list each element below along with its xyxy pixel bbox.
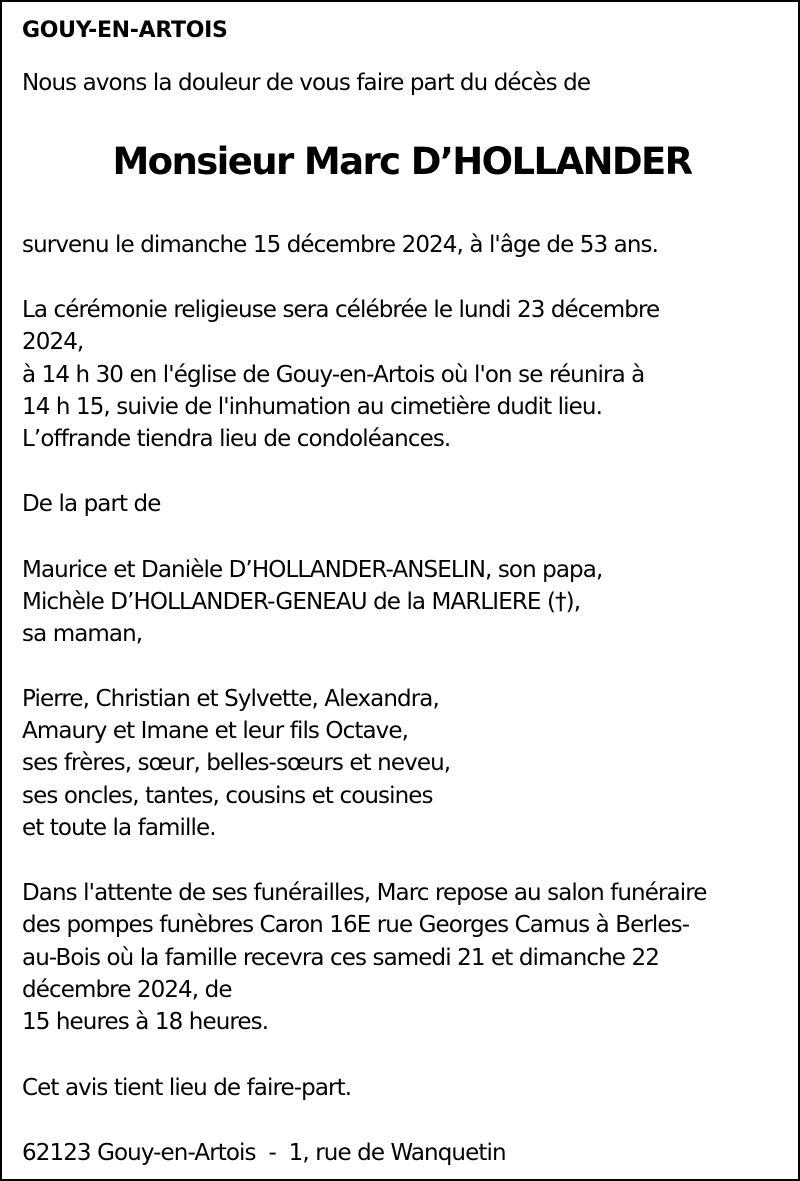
parents-line: Maurice et Danièle D’HOLLANDER-ANSELIN, son papa, (22, 557, 603, 583)
parents-line: sa maman, (22, 621, 143, 647)
visitation-line: au-Bois où la famille recevra ces samedi 21 et dimanche 22 (22, 945, 659, 971)
ceremony-line: 14 h 15, suivie de l'inhumation au cimetière dudit lieu. (22, 394, 602, 420)
ceremony-line: La cérémonie religieuse sera célébrée le lundi 23 décembre (22, 297, 660, 323)
visitation-line: Dans l'attente de ses funérailles, Marc repose au salon funéraire (22, 880, 707, 906)
visitation-line: décembre 2024, de (22, 977, 232, 1003)
intro-text: Nous avons la douleur de vous faire part du décès de (22, 70, 591, 96)
family-line: ses oncles, tantes, cousins et cousines (22, 783, 433, 809)
from-label: De la part de (22, 491, 161, 517)
family-line: Amaury et Imane et leur fils Octave, (22, 718, 409, 744)
visitation-line: des pompes funèbres Caron 16E rue Georges Camus à Berles- (22, 912, 690, 938)
ceremony-line: 2024, (22, 329, 84, 355)
ceremony-line: à 14 h 30 en l'église de Gouy-en-Artois où l'on se réunira à (22, 362, 645, 388)
family-line: et toute la famille. (22, 815, 216, 841)
address-line: 62123 Gouy-en-Artois - 1, rue de Wanquetin (22, 1140, 506, 1166)
ceremony-line: L’offrande tiendra lieu de condoléances. (22, 426, 451, 452)
parents-line: Michèle D’HOLLANDER-GENEAU de la MARLIERE (†), (22, 589, 581, 615)
faire-part-notice: Cet avis tient lieu de faire-part. (22, 1075, 352, 1101)
family-line: Pierre, Christian et Sylvette, Alexandra, (22, 686, 439, 712)
location-heading: GOUY-EN-ARTOIS (22, 18, 228, 43)
family-line: ses frères, sœur, belles-sœurs et neveu, (22, 750, 451, 776)
death-date-text: survenu le dimanche 15 décembre 2024, à l'âge de 53 ans. (22, 232, 659, 258)
deceased-name: Monsieur Marc D’HOLLANDER (112, 140, 692, 183)
visitation-line: 15 heures à 18 heures. (22, 1009, 269, 1035)
